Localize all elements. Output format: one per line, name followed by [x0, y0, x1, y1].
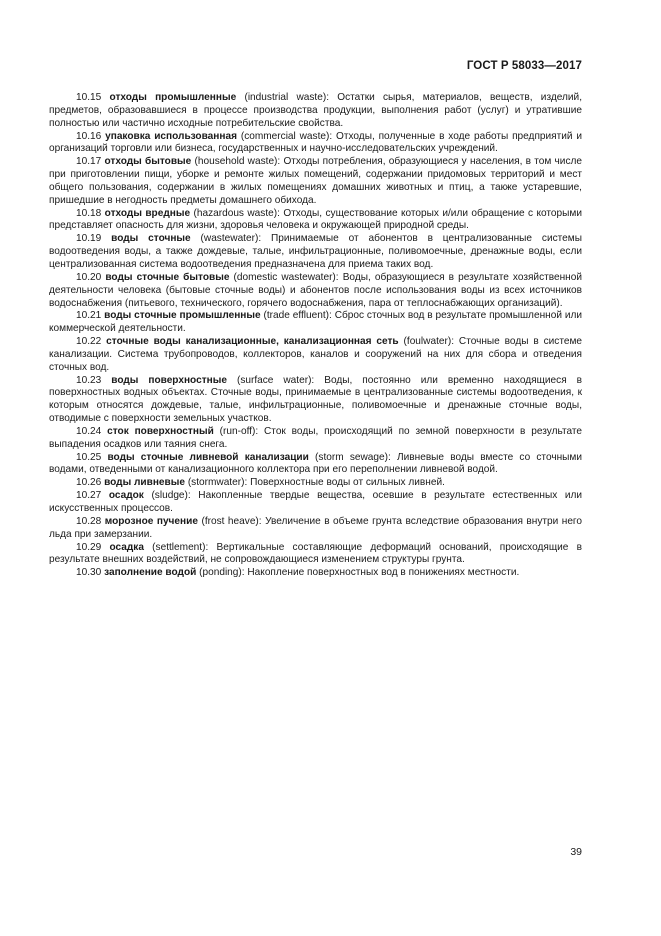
term-name: осадок	[108, 490, 144, 502]
term-definition: Остатки сырья, материалов, веществ, изделий, предметов, образовавшиеся в процессе производства продукции, выполнения работ (услуг) и утратившие полностью или частично исходные потребительские свойства.	[49, 92, 582, 129]
term-entry-10-19	[49, 233, 582, 272]
term-english: (trade effluent):	[263, 310, 332, 322]
term-english: (domestic wastewater):	[233, 271, 339, 283]
term-entry-10-27	[49, 490, 582, 516]
term-english: (storm sewage):	[315, 451, 391, 463]
term-name: отходы вредные	[104, 207, 191, 219]
term-number: 10.26	[76, 477, 102, 489]
term-name: отходы промышленные	[109, 92, 237, 103]
page-number: 39	[570, 846, 582, 858]
term-english: (settlement):	[152, 541, 209, 553]
term-definition: Сток воды, происходящий по земной поверхности в результате выпадения осадков или таяния снега.	[49, 425, 582, 450]
term-entry-10-23	[49, 375, 582, 426]
term-name: воды сточные	[111, 233, 191, 245]
term-number: 10.15	[76, 92, 102, 103]
term-entry-10-24	[49, 426, 582, 452]
term-entry-10-21	[49, 310, 582, 336]
term-name: воды ливневые	[104, 477, 185, 489]
term-definition: Накопленные твердые вещества, осевшие в результате естественных или искусственных процессов.	[49, 490, 582, 514]
term-entry-10-26	[49, 477, 582, 490]
term-number: 10.20	[76, 271, 102, 283]
term-name: сток поверхностный	[107, 425, 214, 437]
term-number: 10.29	[76, 541, 102, 553]
term-entry-10-28	[49, 516, 582, 542]
term-english: (wastewater):	[200, 233, 262, 245]
standard-header: ГОСТ Р 58033—2017	[466, 60, 582, 72]
term-english: (surface water):	[236, 374, 315, 386]
term-entry-10-29	[49, 542, 582, 568]
term-definition: Сточные воды в системе канализации. Система трубопроводов, коллекторов, каналов и сооружений на них для сбора и отведения сточных вод.	[49, 336, 582, 373]
term-english: (household waste):	[194, 156, 281, 168]
term-definition: Воды, образующиеся в результате хозяйственной деятельности человека (бытовые сточные воды) и абонентов после использования воды из всех источников водоснабжения (питьевого, технического, горячего водоснабжения, пара от теплоснабжающих организаций).	[49, 271, 582, 309]
term-english: (industrial waste):	[244, 92, 329, 103]
term-english: (commercial waste):	[240, 130, 333, 142]
term-number: 10.16	[76, 130, 102, 142]
terms-list	[49, 92, 582, 580]
term-entry-10-15	[49, 92, 582, 131]
term-english: (sludge):	[151, 490, 191, 502]
term-number: 10.19	[76, 233, 102, 245]
term-number: 10.22	[76, 336, 102, 348]
term-english: (frost heave):	[201, 515, 262, 527]
term-number: 10.25	[76, 451, 102, 463]
term-definition: Увеличение в объеме грунта вследствие образования внутри него льда при замерзании.	[49, 515, 583, 540]
term-number: 10.18	[76, 207, 102, 219]
term-english: (foulwater):	[403, 336, 455, 348]
term-name: отходы бытовые	[104, 156, 192, 168]
term-entry-10-16	[49, 131, 582, 157]
term-entry-10-25	[49, 452, 582, 478]
term-number: 10.24	[76, 425, 102, 437]
term-definition: Накопление поверхностных вод в понижениях местности.	[247, 567, 520, 579]
term-number: 10.27	[76, 490, 102, 502]
term-name: воды сточные бытовые	[105, 271, 230, 283]
term-number: 10.23	[76, 374, 102, 386]
term-entry-10-17	[49, 156, 582, 207]
term-definition: Отходы, полученные в ходе работы предприятий и организаций торговли или бизнеса, государственных и научно-исследовательских учреждений.	[49, 130, 582, 155]
term-definition: Вертикальные составляющие деформаций оснований, происходящие в результате внешних воздействий, не сопровождающиеся изменением структуры грунта.	[49, 541, 582, 566]
term-number: 10.28	[76, 515, 102, 527]
term-definition: Отходы, существование которых и/или обращение с которыми представляет опасность для жизни, здоровья человека и окружающей природной среды.	[49, 207, 582, 232]
term-name: воды сточные промышленные	[104, 310, 261, 322]
term-name: морозное пучение	[104, 515, 198, 527]
term-entry-10-18	[49, 208, 582, 234]
term-english: (ponding):	[199, 567, 245, 579]
term-definition: Сброс сточных вод в результате промышленной или коммерческой деятельности.	[49, 310, 582, 335]
term-english: (stormwater):	[187, 477, 248, 489]
term-name: воды поверхностные	[111, 374, 227, 386]
term-definition: Ливневые воды вместе со сточными водами, отведенными от канализационного коллектора при его переполнении ливневой водой.	[49, 451, 582, 476]
term-name: воды сточные ливневой канализации	[107, 451, 309, 463]
term-name: заполнение водой	[104, 567, 197, 579]
term-entry-10-22	[49, 336, 582, 375]
term-name: сточные воды канализационные, канализационная сеть	[106, 336, 399, 348]
term-number: 10.30	[76, 567, 102, 579]
term-definition: Отходы потребления, образующиеся у населения, в том числе при приготовлении пищи, уборке и ремонте жилых помещений, содержании придомовых территорий и мест общего пользования, содержании в жилых помещениях домашних животных и птиц, а также устаревшие, пришедшие в негодность предметы домашнего обихода.	[49, 156, 582, 206]
term-name: упаковка использованная	[105, 130, 237, 142]
term-definition: Принимаемые от абонентов в централизованные системы водоотведения воды, а также дождевые, талые, инфильтрационные, поливомоечные, дренажные воды, если централизованная система водоотведения предназначена для приема таких вод.	[49, 233, 582, 270]
term-entry-10-20	[49, 272, 582, 311]
term-entry-10-30	[49, 567, 582, 580]
term-number: 10.17	[76, 156, 102, 168]
term-definition: Воды, постоянно или временно находящиеся в поверхностных водных объектах. Сточные воды, принимаемые в централизованные системы водоотведения, к которым относятся дождевые, талые, инфильтрационные, поливомоечные и дренажные сточные воды, отводимые с поверхности земельных участков.	[49, 374, 583, 425]
term-definition: Поверхностные воды от сильных ливней.	[250, 477, 445, 489]
term-number: 10.21	[76, 310, 102, 322]
term-english: (hazardous waste):	[193, 207, 280, 219]
term-name: осадка	[109, 541, 144, 553]
term-english: (run-off):	[219, 425, 259, 437]
